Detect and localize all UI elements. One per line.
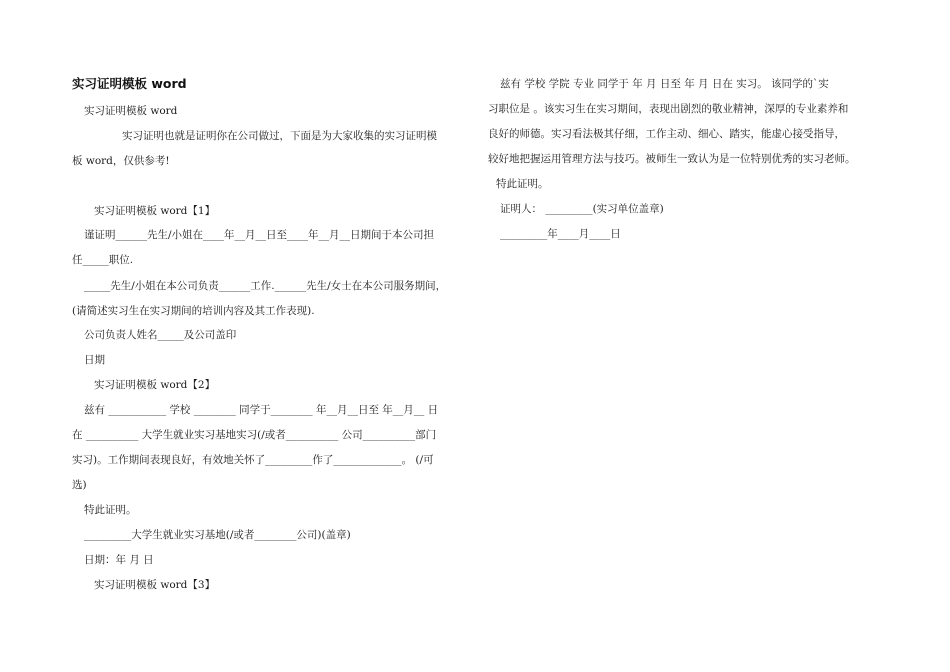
section-2-heading: 实习证明模板 word【2】: [94, 379, 216, 391]
document-subtitle: 实习证明模板 word: [84, 105, 178, 117]
section-3-line: 兹有 学校 学院 专业 同学于 年 月 日至 年 月 日在 实习。 该同学的`实: [500, 78, 829, 90]
section-1-line: 公司负责人姓名_____及公司盖印: [84, 329, 237, 341]
section-2-line: 特此证明。: [84, 504, 137, 516]
section-2-line: 在 __________ 大学生就业实习基地实习(/或者__________ 公司__________部门: [72, 429, 437, 441]
section-3-line: 较好地把握运用管理方法与技巧。被师生一致认为是一位特别优秀的实习老师。: [488, 153, 856, 165]
section-1-line: _____先生/小姐在本公司负责______工作.______先生/女士在本公司服务期间，: [84, 280, 447, 292]
section-2-line: 实习)。工作期间表现良好，有效地关怀了_________作了_____________。 (/可: [72, 454, 434, 466]
section-2-line: 兹有 ___________ 学校 ________ 同学于________ 年__月__日至 年__月__ 日: [84, 404, 439, 416]
section-2-line: _________大学生就业实习基地(/或者________公司)(盖章): [84, 529, 351, 541]
intro-line-2: 板 word，仅供参考!: [72, 155, 170, 167]
section-1-line: 谨证明______先生/小姐在____年__月__日至____年__月__日期间于本公司担: [84, 229, 435, 241]
section-3-line: _________年____月____日: [500, 228, 621, 240]
section-3-heading: 实习证明模板 word【3】: [94, 579, 216, 591]
intro-line-1: 实习证明也就是证明你在公司做过，下面是为大家收集的实习证明模: [122, 130, 437, 142]
document-title: 实习证明模板 word: [72, 76, 187, 91]
section-1-heading: 实习证明模板 word【1】: [94, 205, 216, 217]
section-1-line: (请简述实习生在实习期间的培训内容及其工作表现).: [72, 305, 315, 317]
section-2-line: 选): [72, 479, 87, 491]
section-1-line: 任_____职位.: [72, 254, 134, 266]
section-3-line: 良好的师德。实习看法极其仔细，工作主动、细心、踏实，能虚心接受指导，: [488, 128, 845, 140]
section-1-line: 日期: [84, 354, 105, 366]
section-3-line: 习职位是 。该实习生在实习期间，表现出剧烈的敬业精神，深厚的专业素养和: [488, 103, 849, 115]
section-3-line: 证明人： _________(实习单位盖章): [500, 203, 664, 215]
section-3-line: 特此证明。: [496, 178, 549, 190]
section-2-line: 日期：年 月 日: [84, 554, 154, 566]
